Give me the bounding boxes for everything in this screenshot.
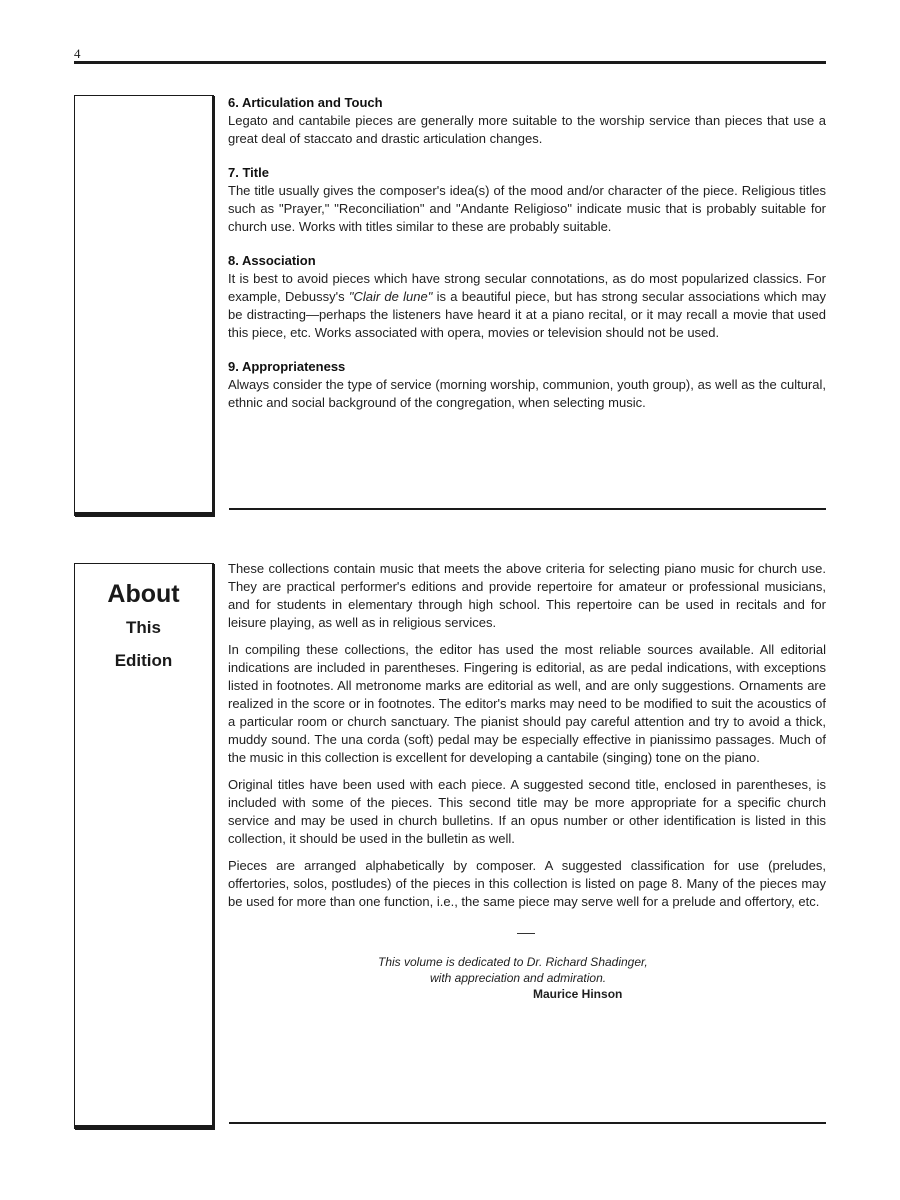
dedication bbox=[228, 954, 826, 1002]
dedication-separator bbox=[517, 933, 535, 934]
criteria-item-appropriateness bbox=[228, 358, 826, 412]
section-divider-rule bbox=[229, 508, 826, 510]
top-rule bbox=[74, 61, 826, 64]
criteria-body-text: is a beautiful piece, but has strong secular associations which may be distracting—perhaps the listeners have heard it at a piano recital, or it may recall a movie that used this piece, etc. Works associated with opera, movies or television should not be used. bbox=[228, 289, 827, 340]
criteria-item-title bbox=[228, 164, 826, 236]
criteria-heading: 9. Appropriateness bbox=[228, 359, 346, 374]
criteria-body: Always consider the type of service (morning worship, communion, youth group), as well as the cultural, ethnic and social background of the congregation, when selecting music. bbox=[228, 377, 826, 410]
dedication-line: with appreciation and admiration. bbox=[430, 971, 607, 985]
criteria-heading: 8. Association bbox=[228, 253, 316, 268]
criteria-side-box bbox=[74, 95, 214, 516]
criteria-body-emphasis: "Clair de lune" bbox=[348, 289, 433, 304]
criteria-body: The title usually gives the composer's idea(s) of the mood and/or character of the piece. Religious titles such as "Prayer," "Reconciliation" and "Andante Religioso" indicate music that is probably suitable for church use. Works with titles similar to these are probably suitable. bbox=[228, 183, 826, 234]
about-side-box bbox=[74, 563, 214, 1129]
criteria-heading: 7. Title bbox=[228, 165, 269, 180]
criteria-section bbox=[228, 94, 826, 428]
dedication-line: This volume is dedicated to Dr. Richard Shadinger, bbox=[378, 955, 648, 969]
criteria-body bbox=[228, 270, 826, 342]
about-title-line: Edition bbox=[114, 651, 173, 670]
criteria-body-text: It is best to avoid pieces which have strong secular connotations, as do most popularized classics. For example, Debussy's bbox=[228, 271, 826, 304]
about-paragraph: In compiling these collections, the editor has used the most reliable sources available. All editorial indications are included in parentheses. Fingering is editorial, as are pedal indications, with exceptions listed in footnotes. All metronome marks are editorial as well, and are only suggestions. Ornaments are realized in the score or in footnotes. The editor's marks may need to be modified to suit the acoustics of a particular room or church sanctuary. The pianist should pay careful attention and try to avoid a thick, muddy sound. The una corda (soft) pedal may be especially effective in pianissimo passages. Much of the music in this collection is excellent for developing a cantabile (singing) tone on the piano. bbox=[228, 642, 826, 765]
about-paragraph: Original titles have been used with each piece. A suggested second title, enclosed in parentheses, is included with some of the pieces. This second title may be more appropriate for a specific church service and may be used in church bulletins. If an opus number or other identification is listed in this collection, it should be used in the bulletin as well. bbox=[228, 777, 826, 846]
bottom-rule bbox=[229, 1122, 826, 1124]
criteria-item-association bbox=[228, 252, 826, 342]
about-paragraph: Pieces are arranged alphabetically by composer. A suggested classification for use (preludes, offertories, solos, postludes) of the pieces in this collection is listed on page 8. Many of the pieces may be used for more than one function, i.e., the same piece may serve well for a prelude and offertory, etc. bbox=[228, 858, 826, 909]
about-paragraph: These collections contain music that meets the above criteria for selecting piano music for church use. They are practical performer's editions and provide repertoire for amateur or professional musicians, and for students in elementary through high school. This repertoire can be used in recitals and for leisure playing, as well as in religious services. bbox=[228, 561, 826, 630]
about-title-line: About bbox=[107, 580, 180, 608]
criteria-heading: 6. Articulation and Touch bbox=[228, 95, 383, 110]
criteria-body: Legato and cantabile pieces are generally more suitable to the worship service than pieces that use a great deal of staccato and drastic articulation changes. bbox=[228, 113, 826, 146]
dedication-signature: Maurice Hinson bbox=[533, 987, 623, 1001]
about-title bbox=[75, 578, 212, 677]
criteria-item-articulation bbox=[228, 94, 826, 148]
about-title-line: This bbox=[126, 618, 161, 637]
page-number: 4 bbox=[74, 46, 81, 61]
about-section bbox=[228, 560, 826, 1002]
